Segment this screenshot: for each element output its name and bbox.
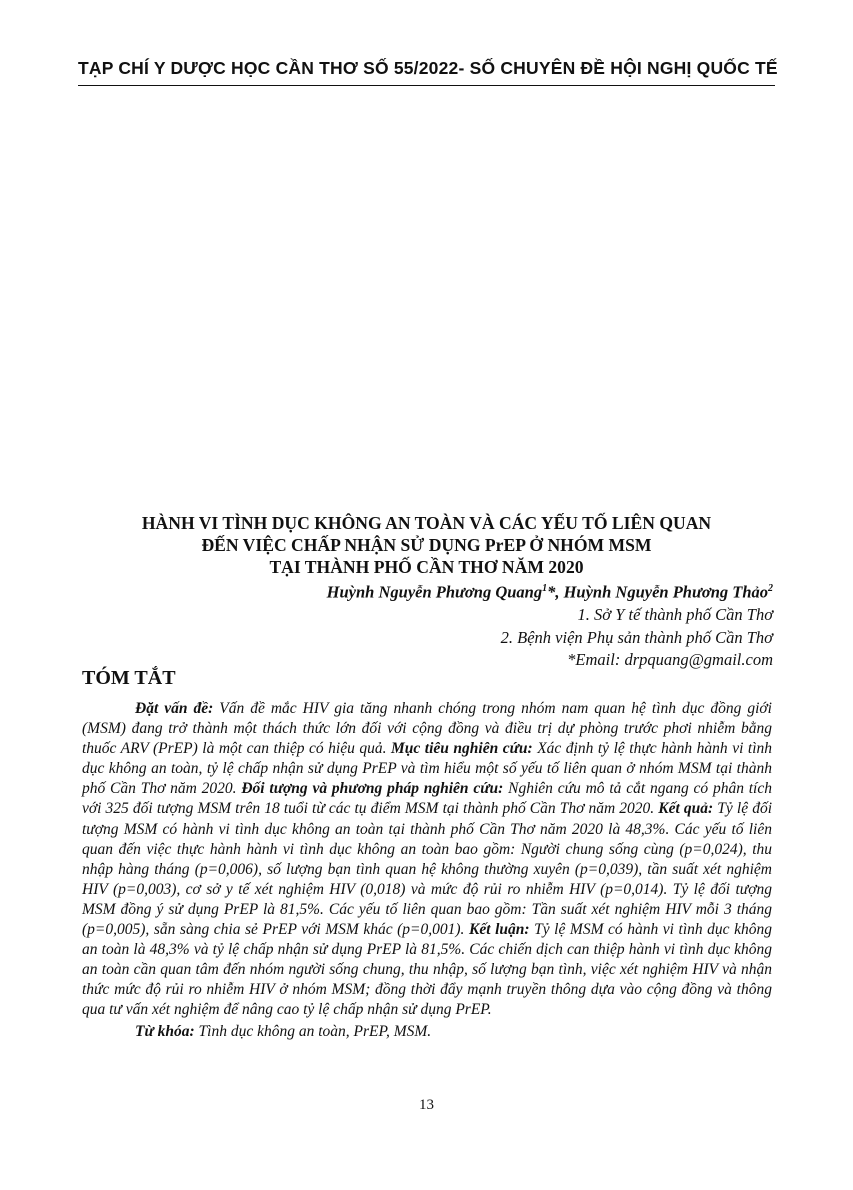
header-rule bbox=[78, 85, 775, 86]
label-keywords: Từ khóa: bbox=[135, 1022, 195, 1040]
label-methods: Đối tượng và phương pháp nghiên cứu: bbox=[241, 780, 504, 798]
title-line: HÀNH VI TÌNH DỤC KHÔNG AN TOÀN VÀ CÁC YẾU TỐ LIÊN QUAN bbox=[141, 513, 712, 533]
text-results: Tỷ lệ đối tượng MSM có hành vi tình dục không an toàn tại thành phố Cần Thơ năm 2020 là 48,3%. Các yếu tố liên quan đến việc thực hành hành vi tình dục không an toàn bao gồm: Người chung sống cùng (p=0,024), thu nhập hàng tháng (p=0,006), số lượng bạn tình quan hệ không thường xuyên (p=0,039), tần suất xét nghiệm HIV (p=0,003), cơ sở y tế xét nghiệm HIV (0,018) và mức độ rủi ro nhiễm HIV (p=0,014). Tỷ lệ đối tượng MSM đồng ý sử dụng PrEP là 81,5%. Các yếu tố liên quan bao gồm: Tần suất xét nghiệm HIV mỗi 3 tháng (p=0,005), sẵn sàng chia sẻ PrEP với MSM khác (p=0,001). bbox=[82, 800, 773, 939]
text-objective: Xác định tỷ lệ thực hành hành vi tình dục không an toàn, tỷ lệ chấp nhận sử dụng PrEP và tìm hiểu một số yếu tố liên quan ở nhóm MSM tại thành phố Cần Thơ năm 2020. bbox=[82, 740, 773, 798]
title-line: TẠI THÀNH PHỐ CẦN THƠ NĂM 2020 bbox=[269, 557, 584, 577]
author-1-affiliation-mark: 1 bbox=[542, 583, 548, 594]
label-results: Kết quả: bbox=[658, 800, 714, 818]
author-2-affiliation-mark: 2 bbox=[768, 583, 773, 594]
text-methods: Nghiên cứu mô tả cắt ngang có phân tích với 325 đối tượng MSM trên 18 tuổi từ các tụ điểm MSM tại thành phố Cần Thơ năm 2020. bbox=[82, 780, 772, 818]
author-2: Huỳnh Nguyễn Phương Thảo bbox=[563, 582, 768, 602]
corresponding-mark: * bbox=[547, 582, 556, 602]
corresponding-email: *Email: drpquang@gmail.com bbox=[567, 650, 773, 669]
affiliation-1: 1. Sở Y tế thành phố Cần Thơ bbox=[577, 605, 773, 624]
journal-header: TẠP CHÍ Y DƯỢC HỌC CẦN THƠ SỐ 55/2022- SỐ CHUYÊN ĐỀ HỘI NGHỊ QUỐC TẾ bbox=[78, 58, 778, 78]
abstract-body bbox=[82, 699, 772, 1042]
title-line: ĐẾN VIỆC CHẤP NHẬN SỬ DỤNG PrEP Ở NHÓM MSM bbox=[201, 535, 652, 555]
text-background: Vấn đề mắc HIV gia tăng nhanh chóng trong nhóm nam quan hệ tình dục đồng giới (MSM) đang trở thành một thách thức lớn đối với cộng đồng và điều trị dự phòng trước phơi nhiễm bằng thuốc ARV (PrEP) là một can thiệp có hiệu quả. bbox=[82, 700, 772, 758]
article-title bbox=[60, 512, 793, 578]
label-objective: Mục tiêu nghiên cứu: bbox=[391, 740, 533, 758]
keywords bbox=[82, 1022, 772, 1042]
author-1: Huỳnh Nguyễn Phương Quang bbox=[326, 582, 543, 602]
abstract-paragraph bbox=[82, 699, 772, 1021]
affiliation-2: 2. Bệnh viện Phụ sản thành phố Cần Thơ bbox=[500, 627, 773, 647]
text-conclusion: Tỷ lệ MSM có hành vi tình dục không an toàn là 48,3% và tỷ lệ chấp nhận sử dụng PrEP là 81,5%. Các chiến dịch can thiệp hành vi tình dục không an toàn cần quan tâm đến nhóm người sống chung, thu nhập, số lượng bạn tình, việc xét nghiệm HIV và nhận thức mức độ rủi ro nhiễm HIV ở nhóm MSM; đồng thời đẩy mạnh truyền thông dựa vào cộng đồng và thông qua tư vấn xét nghiệm để nâng cao tỷ lệ chấp nhận sử dụng PrEP. bbox=[82, 921, 773, 1019]
label-background: Đặt vấn đề: bbox=[135, 700, 214, 717]
label-conclusion: Kết luận: bbox=[469, 921, 530, 939]
text-keywords: Tình dục không an toàn, PrEP, MSM. bbox=[194, 1022, 432, 1040]
author-separator: , bbox=[555, 582, 564, 602]
author-block bbox=[327, 578, 773, 672]
abstract-heading: TÓM TẮT bbox=[82, 667, 176, 689]
page-number: 13 bbox=[419, 1097, 434, 1113]
author-names bbox=[327, 578, 773, 604]
